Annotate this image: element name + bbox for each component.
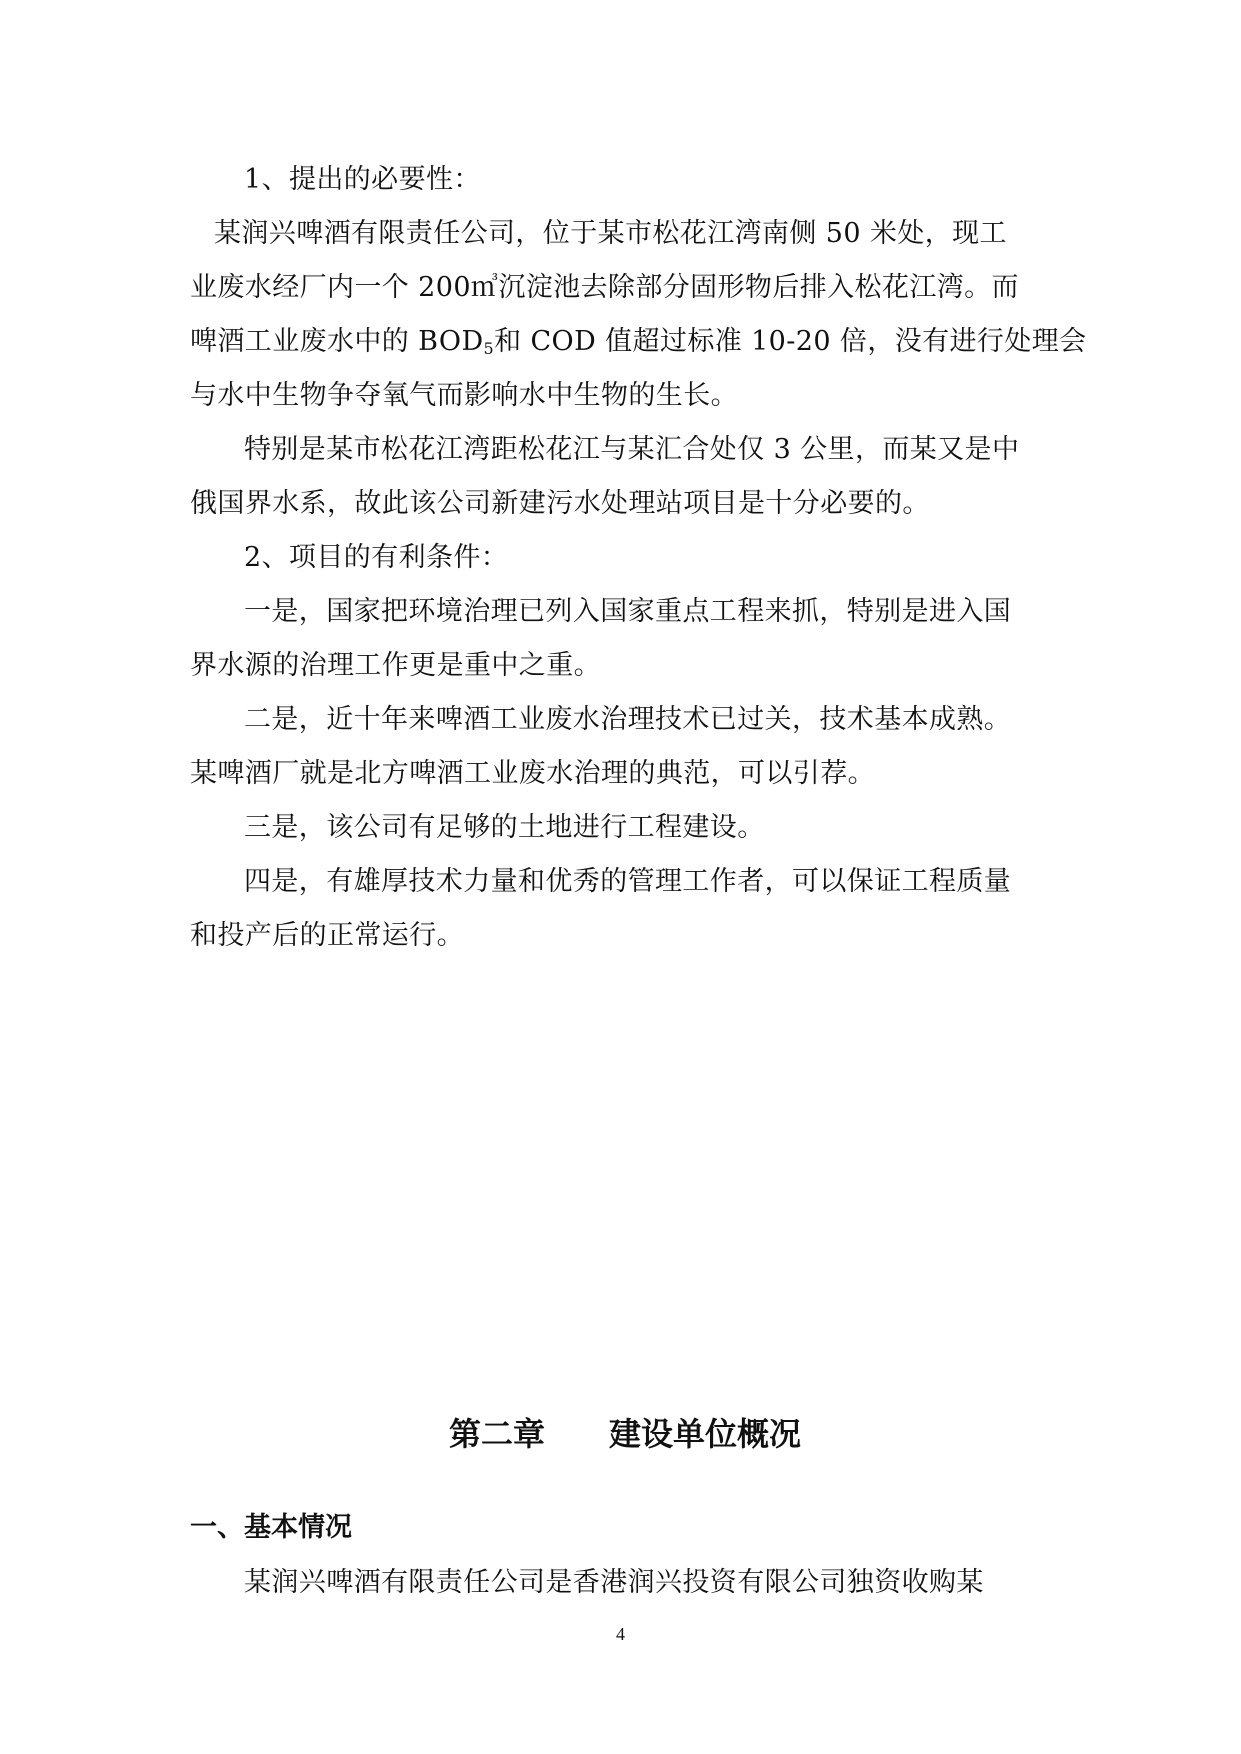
text-span: 和 COD 值超过标准 10-20 倍，没有进行处理会 [494, 326, 1087, 357]
paragraph-line: 某润兴啤酒有限责任公司，位于某市松花江湾南侧 50 米处，现工 [214, 218, 1007, 249]
heading-favorable-conditions: 2、项目的有利条件： [244, 542, 509, 573]
paragraph-line: 二是，近十年来啤酒工业废水治理技术已过关，技术基本成熟。 [244, 704, 1012, 735]
paragraph-line: 特别是某市松花江湾距松花江与某汇合处仅 3 公里，而某又是中 [244, 434, 1020, 465]
text-span: 业废水经厂内一个 200㎥ [190, 272, 499, 303]
paragraph-line: 某啤酒厂就是北方啤酒工业废水治理的典范，可以引荐。 [190, 758, 875, 789]
paragraph-line: 俄国界水系，故此该公司新建污水处理站项目是十分必要的。 [190, 488, 930, 519]
text-span: 啤酒工业废水中的 BOD [190, 326, 484, 357]
paragraph-line: 三是，该公司有足够的土地进行工程建设。 [244, 812, 765, 843]
chapter-title: 第二章 建设单位概况 [448, 1415, 801, 1453]
paragraph-line: 界水源的治理工作更是重中之重。 [190, 650, 601, 681]
paragraph-line: 某润兴啤酒有限责任公司是香港润兴投资有限公司独资收购某 [244, 1567, 984, 1598]
paragraph-line: 和投产后的正常运行。 [190, 920, 464, 951]
paragraph-line: 四是，有雄厚技术力量和优秀的管理工作者，可以保证工程质量 [244, 866, 1012, 897]
subscript: 5 [483, 339, 495, 358]
text-span: 沉淀池去除部分固形物后排入松花江湾。而 [498, 272, 1019, 303]
section-title: 一、基本情况 [190, 1512, 352, 1543]
page-number: 4 [616, 1624, 625, 1644]
paragraph-line [190, 315, 1087, 369]
paragraph-line: 一是，国家把环境治理已列入国家重点工程来抓，特别是进入国 [244, 596, 1012, 627]
paragraph-line: 与水中生物争夺氧气而影响水中生物的生长。 [190, 380, 738, 411]
heading-necessity: 1、提出的必要性： [244, 164, 481, 195]
paragraph-line [190, 261, 1060, 315]
